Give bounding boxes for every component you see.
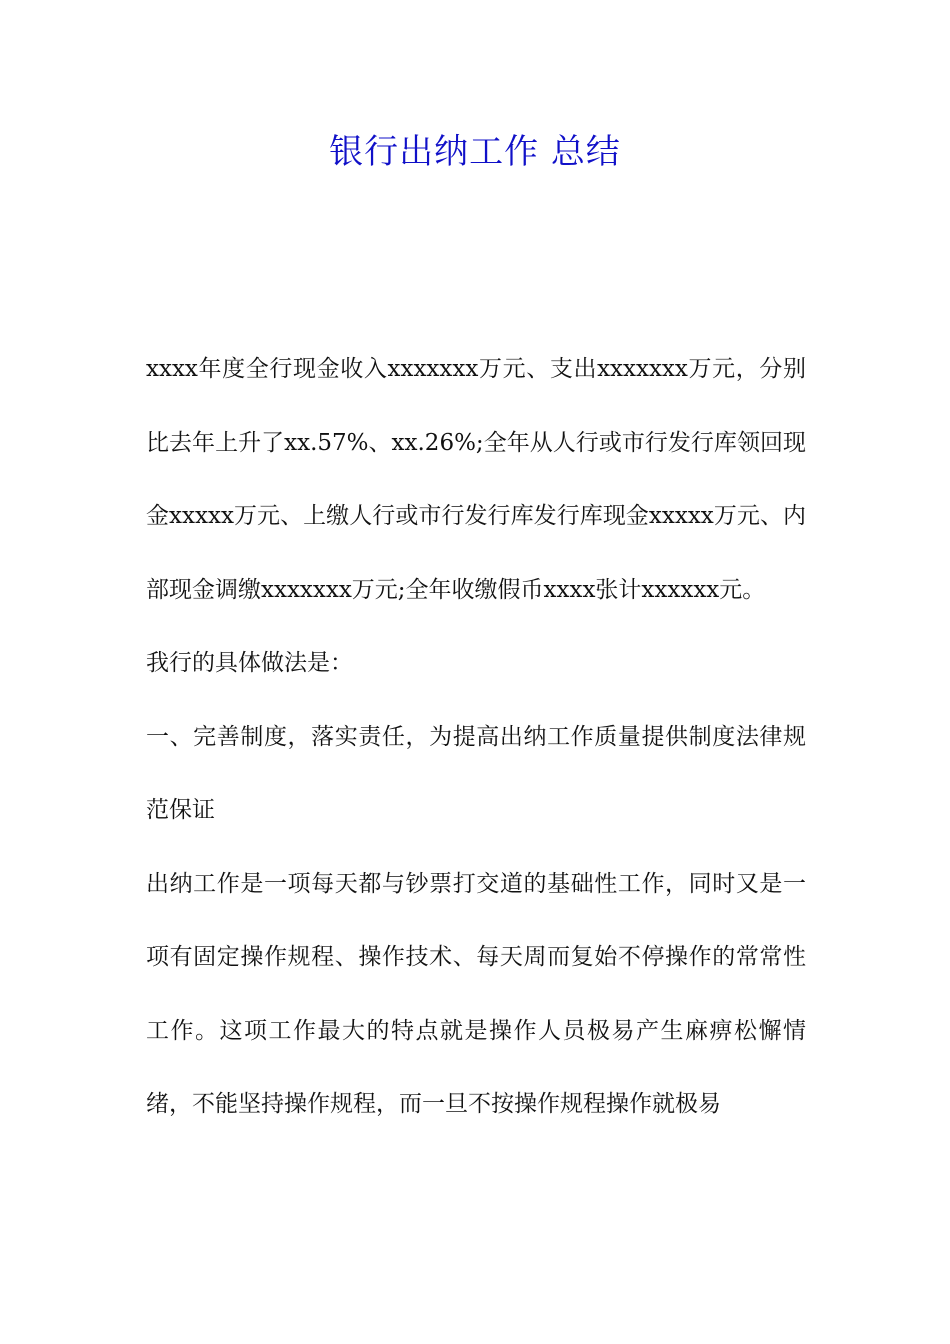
paragraph-intro: 我行的具体做法是：	[146, 650, 353, 676]
document-body	[146, 333, 806, 1142]
paragraph-section-heading: 一、完善制度，落实责任，为提高出纳工作质量提供制度法律规范保证	[146, 723, 806, 823]
paragraph-description: 出纳工作是一项每天都与钞票打交道的基础性工作，同时又是一项有固定操作规程、操作技术、每天周而复始不停操作的常常性工作。这项工作最大的特点就是操作人员极易产生麻痹松懈情绪，不能坚持操作规程，而一旦不按操作规程操作就极易	[146, 870, 806, 1117]
paragraph-summary: xxxx年度全行现金收入xxxxxxx万元、支出xxxxxxx万元，分别比去年上升了xx.57%、xx.26%;全年从人行或市行发行库领回现金xxxxx万元、上缴人行或市行发行库发行库现金xxxxx万元、内部现金调缴xxxxxxx万元;全年收缴假币xxxx张计xxxxxx元。	[146, 356, 806, 603]
document-title: 银行出纳工作 总结	[329, 132, 621, 172]
